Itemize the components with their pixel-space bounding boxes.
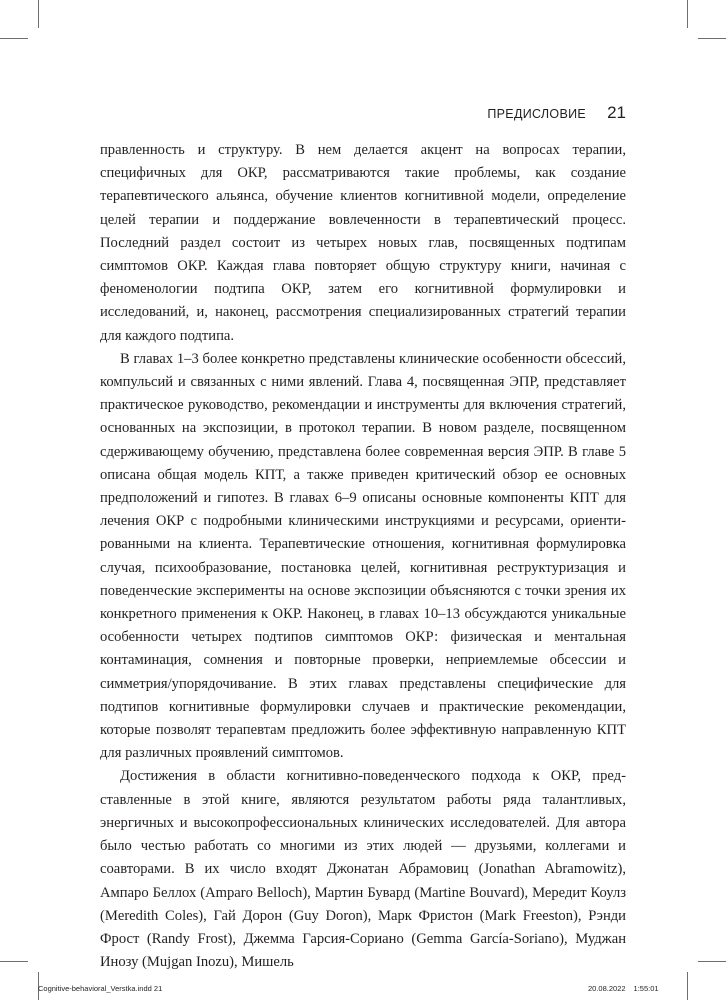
page-number: 21 xyxy=(607,103,626,122)
running-head-title: ПРЕДИСЛОВИЕ xyxy=(487,107,586,121)
slug-date: 20.08.2022 xyxy=(588,984,626,993)
crop-mark-left-bottom xyxy=(0,961,28,962)
crop-mark-right-top xyxy=(698,38,726,39)
running-head xyxy=(100,103,626,125)
crop-mark-right-bottom xyxy=(698,961,726,962)
slug-timestamp xyxy=(588,984,659,993)
crop-mark-top-left xyxy=(38,0,39,28)
paragraph-acknowledgements: Достижения в области когнитивно-поведенческого подхода к ОКР, представленные в этой книге, являются результатом работы ряда талантливых, энергичных и высокопрофессиональных клинических исследователей. Для автора было честью работать со многими из этих людей — друзьями, коллегами и соавторами. В их число входят Джонатан Абрамовиц (Jonathan Abramowitz), Ампаро Беллох (Amparo Belloch), Мартин Бувард (Martine Bouvard), Мередит Коулз (Meredith Coles), Гай Дорон (Guy Doron), Марк Фристон (Mark Freeston), Рэнди Фрост (Randy Frost), Джемма Гарсия-Сориано (Gemma García-Soriano), Муджан Инозу (Mujgan Inozu), Мишель xyxy=(100,768,626,971)
slug-time: 1:55:01 xyxy=(633,984,659,993)
paragraph-chapters-overview: В главах 1–3 более конкретно представлены клинические особенности обсессий, компульсий и связанных с ними явлений. Глава 4, посвященная ЭПР, представляет практическое руководство, рекомендации и инструменты для включения стратегий, основанных на экспозиции, в протокол терапии. В новом разделе, посвященном сдерживающему обучению, представлена более современная версия ЭПР. В главе 5 описана общая модель КПТ, а также приведен критический обзор ее основных предположений и гипотез. В главах 6–9 описаны основные компоненты КПТ для лечения ОКР с подробными клиническими инструкциями и ресурсами, ориентированными на клиента. Терапевтические отношения, когнитивная формулировка случая, психообразование, постановка целей, когнитивная реструктуризация и поведенческие эксперименты на основе экспозиции объясняются с точки зрения их конкретного применения к ОКР. Наконец, в главах 10–13 обсуждаются уникальные особенности четырех подтипов симптомов ОКР: физическая и ментальная контаминация, сомнения и повторные проверки, неприемлемые обсессии и симметрия/упорядочивание. В этих главах представлены специфические для подтипов когнитивные формулировки случаев и практические рекомендации, которые позволят терапевтам предложить более эффективную направленную КПТ для различных проявлений симптомов. xyxy=(100,350,626,762)
paragraph-continuation: правленность и структуру. В нем делается акцент на вопросах терапии, специфичных для ОКР, рассматриваются такие проблемы, как создание терапевтического альянса, обучение клиентов когнитивной модели, определение целей терапии и поддержание вовлеченности в терапевтический процесс. Последний раздел состоит из четырех новых глав, посвященных подтипам симптомов ОКР. Каждая глава повторяет общую структуру книги, начиная с феноменологии подтипа ОКР, затем его когнитивной формулировки и исследований, и, наконец, рассмотрения специализированных стратегий терапии для каждого подтипа. xyxy=(100,142,626,344)
body-text xyxy=(100,139,626,974)
crop-mark-bottom-right xyxy=(687,972,688,1000)
slug-file-info: Cognitive-behavioral_Verstka.indd 21 xyxy=(38,984,163,993)
crop-mark-top-right xyxy=(687,0,688,28)
crop-mark-left-top xyxy=(0,38,28,39)
